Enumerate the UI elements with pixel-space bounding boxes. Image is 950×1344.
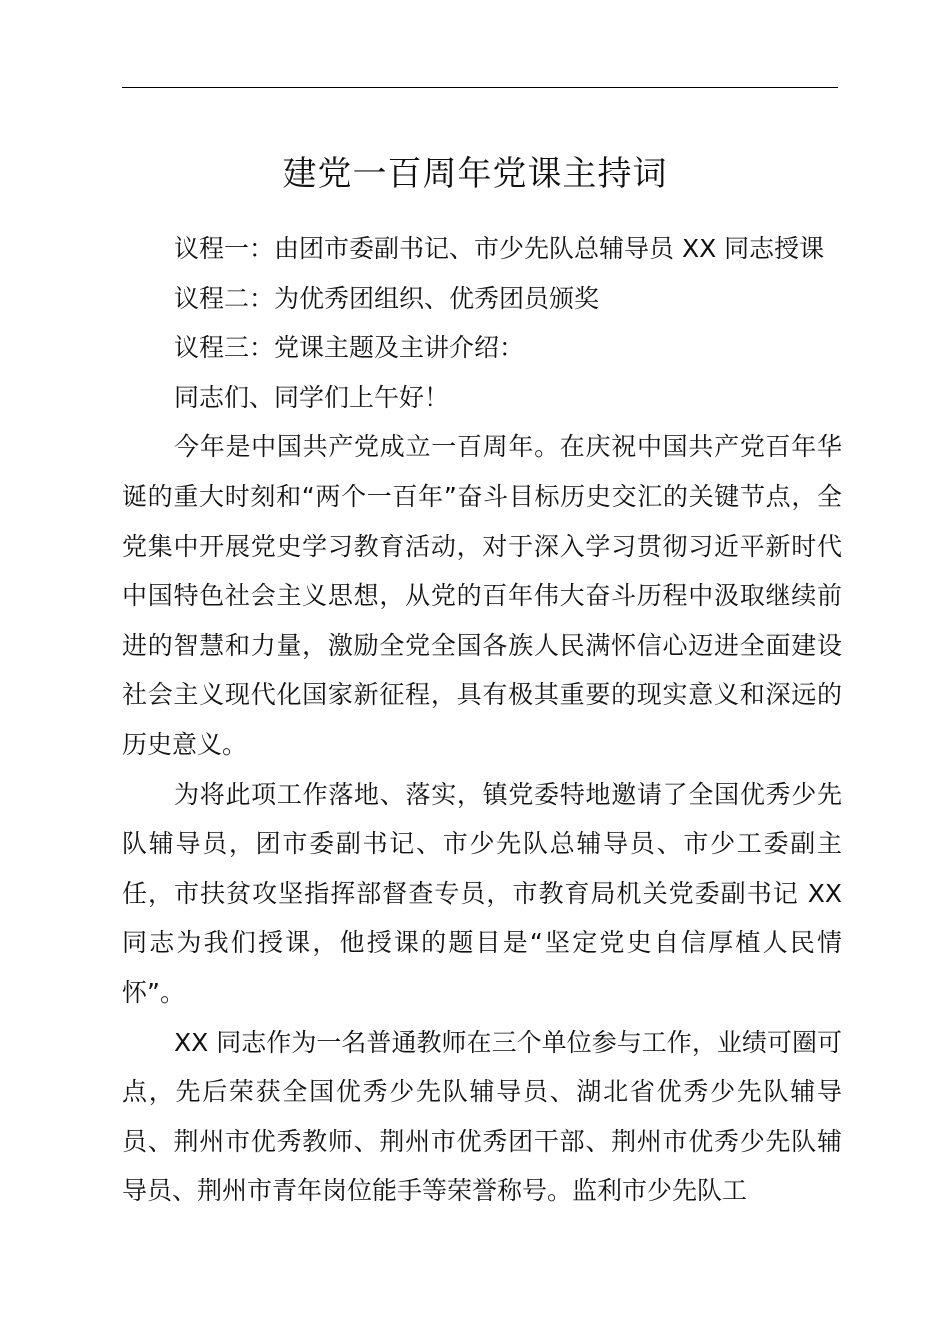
paragraph-2: 为将此项工作落地、落实，镇党委特地邀请了全国优秀少先队辅导员，团市委副书记、市少先队总辅导员、市少工委副主任，市扶贫攻坚指挥部督查专员，市教育局机关党委副书记 XX 同志为我们授课，他授课的题目是“坚定党史自信厚植人民情怀”。: [122, 779, 842, 1007]
paragraph-3: XX 同志作为一名普通教师在三个单位参与工作，业绩可圈可点，先后荣获全国优秀少先队辅导员、湖北省优秀少先队辅导员、荆州市优秀教师、荆州市优秀团干部、荆州市优秀少先队辅导员、荆州市青年岗位能手等荣誉称号。监利市少先队工: [122, 1027, 842, 1206]
agenda-item-1: 议程一：由团市委副书记、市少先队总辅导员 XX 同志授课: [174, 234, 825, 263]
document-title: 建党一百周年党课主持词: [282, 154, 668, 194]
greeting: 同志们、同学们上午好！: [174, 382, 450, 412]
document-body: [122, 224, 842, 1216]
header-rule: [122, 87, 838, 88]
paragraph-1: 今年是中国共产党成立一百周年。在庆祝中国共产党百年华诞的重大时刻和“两个一百年”奋斗目标历史交汇的关键节点，全党集中开展党史学习教育活动，对于深入学习贯彻习近平新时代中国特色社会主义思想，从党的百年伟大奋斗历程中汲取继续前进的智慧和力量，激励全党全国各族人民满怀信心迈进全面建设社会主义现代化国家新征程，具有极其重要的现实意义和深远的历史意义。: [122, 432, 842, 759]
agenda-item-2: 议程二：为优秀团组织、优秀团员颁奖: [174, 283, 600, 313]
agenda-item-3: 议程三：党课主题及主讲介绍：: [174, 333, 525, 363]
